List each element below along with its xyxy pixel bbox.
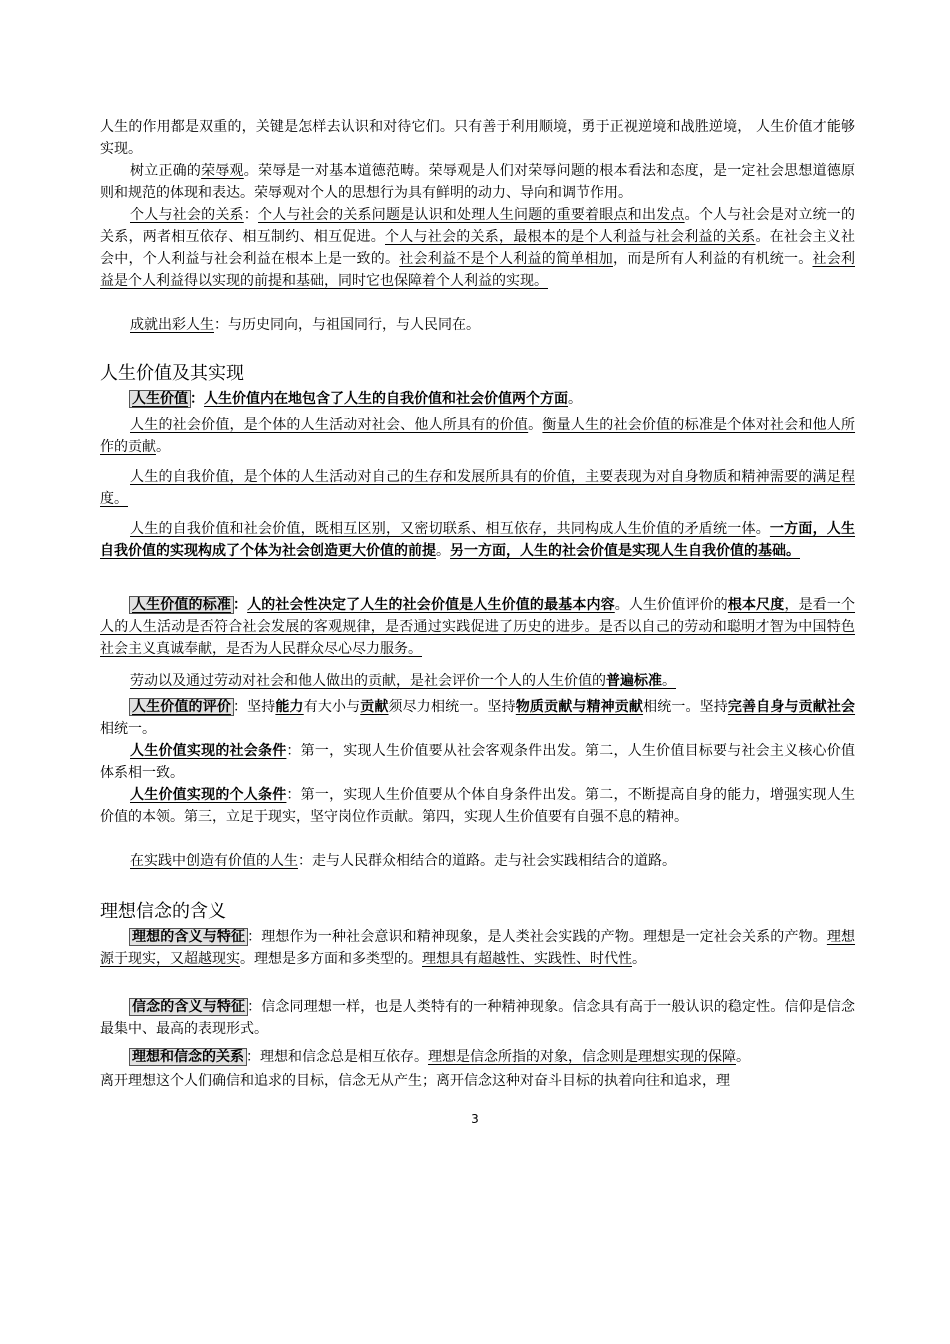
- underlined-text: 个人与社会的关系问题是认识和处理人生问题的重要着眼点和出发点: [258, 207, 685, 223]
- term-individual-society: 个人与社会的关系: [130, 207, 244, 223]
- paragraph-ideal: [100, 926, 855, 970]
- underlined-text: 人生的社会价值，是个体的人生活动对社会、他人所具有的价值: [130, 417, 529, 433]
- text: 人生的作用都是双重的，关键是怎样去认识和对待它们。只有善于利用顺境，勇于正视逆境和战胜逆境， 人生价值才能够实现。: [100, 119, 855, 157]
- text: 。: [528, 417, 543, 433]
- term-practice: 在实践中创造有价值的人生: [130, 853, 298, 869]
- text: ：理想和信念总是相互依存。: [246, 1049, 428, 1065]
- paragraph-adversity: [100, 116, 855, 160]
- underlined-text: 社会利益是个人利益得以实现的前提和基础，同时它也保障着个人利益的实现。: [100, 251, 855, 289]
- text: 。: [755, 521, 770, 537]
- text: ：与历史同向，与祖国同行，与人民同在。: [214, 317, 480, 333]
- underlined-text: 人生的自我价值和社会价值，既相互区别，又密切联系、相互依存，共同构成人生价值的矛盾统一体: [130, 521, 756, 537]
- bold-underlined-text: 另一方面，人生的社会价值是实现人生自我价值的基础。: [450, 543, 800, 559]
- paragraph-universal-standard: [100, 670, 855, 692]
- text: 。人生价值评价的: [614, 597, 728, 613]
- paragraph-practice: [100, 850, 855, 872]
- term-fundamental-measure: 根本尺度: [727, 597, 785, 613]
- term-contribution: 贡献: [360, 699, 389, 715]
- paragraph-continuation: [100, 1070, 855, 1092]
- underlined-text: ，是看一个人的人生活动是否符合社会发展的客观规律，是否通过实践促进了历史的进步。是否以自己的劳动和聪明才智为中国特色社会主义真诚奉献，是否为人民群众尽心尽力服务。: [100, 597, 856, 657]
- text: 。: [568, 391, 582, 407]
- text: ：第一，实现人生价值要从个体自身条件出发。第二，不断提高自身的能力，增强实现人生价值的本领。第三，立足于现实，坚守岗位作贡献。第四，实现人生价值要有自强不息的精神。: [100, 787, 855, 825]
- text: 。: [736, 1049, 750, 1065]
- text: ：: [243, 207, 258, 223]
- underlined-text: 理想是信念所指的对象，信念则是理想实现的保障: [428, 1049, 736, 1065]
- page-number: 3: [471, 1112, 479, 1126]
- term-self-society: 完善自身与贡献社会: [727, 699, 856, 715]
- text: 须尽力相统一。坚持: [388, 699, 516, 715]
- text: 。: [662, 673, 676, 689]
- underlined-text: 个人与社会的关系，最根本的是个人利益与社会利益的关系: [385, 229, 756, 245]
- term-value-evaluation: 人生价值的评价: [132, 699, 231, 715]
- text: 。个人与社会是对立统一的关系，两者相互依存、相互制约、相互促进。: [100, 207, 856, 245]
- paragraph-value-standard: [100, 594, 855, 660]
- text: ：坚持: [232, 699, 276, 715]
- paragraph-value-unity: [100, 518, 855, 562]
- bold-underlined-text: 人的社会性决定了人生的社会价值是人生价值的最基本内容: [247, 597, 615, 613]
- paragraph-honor-view: [100, 160, 855, 204]
- text: 。: [436, 543, 450, 559]
- term-honor-view: 荣辱观: [201, 163, 244, 179]
- paragraph-individual-society: [100, 204, 855, 292]
- text: 树立正确的: [130, 163, 202, 179]
- paragraph-social-value: [100, 414, 855, 458]
- underlined-text: 理想源于现实，又超越现实: [100, 929, 856, 967]
- text: 相统一。: [100, 721, 156, 737]
- paragraph-ideal-belief-relation: [100, 1046, 855, 1068]
- text: ，而是所有人利益的有机统一。: [613, 251, 813, 267]
- term-life-value: 人生价值: [132, 391, 188, 407]
- term-outstanding-life: 成就出彩人生: [130, 317, 214, 333]
- text: 离开理想这个人们确信和追求的目标，信念无从产生；离开信念这种对奋斗目标的执着向往和追求，理: [100, 1073, 730, 1089]
- term-personal-conditions: 人生价值实现的个人条件: [130, 787, 287, 803]
- term-belief: 信念的含义与特征: [132, 999, 246, 1015]
- paragraph-social-conditions: [100, 740, 855, 784]
- text: 有大小与: [303, 699, 361, 715]
- term-social-conditions: 人生价值实现的社会条件: [130, 743, 287, 759]
- paragraph-value-evaluation: [100, 696, 855, 740]
- term-ideal: 理想的含义与特征: [132, 929, 246, 945]
- term-ability: 能力: [275, 699, 304, 715]
- underlined-text: 劳动以及通过劳动对社会和他人做出的贡献，是社会评价一个人的人生价值的: [130, 673, 606, 689]
- text: 。: [632, 951, 646, 967]
- text: 。理想是多方面和多类型的。: [240, 951, 422, 967]
- underlined-text: 人生价值内在地包含了人生的自我价值和社会价值两个方面: [204, 391, 568, 407]
- text: ：: [190, 391, 204, 407]
- text: 。: [156, 439, 170, 455]
- text: 相统一。坚持: [643, 699, 728, 715]
- underlined-text: 社会利益不是个人利益的简单相加: [399, 251, 613, 267]
- text: ：走与人民群众相结合的道路。走与社会实践相结合的道路。: [298, 853, 676, 869]
- paragraph-outstanding-life: [100, 314, 855, 336]
- section-heading-ideal-belief: 理想信念的含义: [100, 901, 226, 922]
- text: ：: [232, 597, 248, 613]
- bold-underlined-text: 一方面，人生自我价值的实现构成了个体为社会创造更大价值的前提: [100, 521, 856, 559]
- paragraph-self-value: [100, 466, 855, 510]
- paragraph-life-value: [100, 388, 855, 410]
- term-relation: 理想和信念的关系: [132, 1049, 244, 1065]
- underlined-text: 人生的自我价值，是个体的人生活动对自己的生存和发展所具有的价值，主要表现为对自身物质和精神需要的满足程度。: [100, 469, 855, 507]
- text: 。荣辱是一对基本道德范畴。荣辱观是人们对荣辱问题的根本看法和态度，是一定社会思想道德原则和规范的体现和表达。荣辱观对个人的思想行为具有鲜明的动力、导向和调节作用。: [100, 163, 856, 201]
- term-material-spiritual: 物质贡献与精神贡献: [515, 699, 644, 715]
- paragraph-personal-conditions: [100, 784, 855, 828]
- text: ：第一，实现人生价值要从社会客观条件出发。第二，人生价值目标要与社会主义核心价值体系相一致。: [100, 743, 855, 781]
- term-value-standard: 人生价值的标准: [132, 597, 231, 613]
- underlined-text: 衡量人生的社会价值的标准是个体对社会和他人所作的贡献: [100, 417, 856, 455]
- text: ：信念同理想一样，也是人类特有的一种精神现象。信念具有高于一般认识的稳定性。信仰是信念最集中、最高的表现形式。: [100, 999, 856, 1037]
- text: 。在社会主义社会中，个人利益与社会利益在根本上是一致的。: [100, 229, 855, 267]
- paragraph-belief: [100, 996, 855, 1040]
- text: ：理想作为一种社会意识和精神现象，是人类社会实践的产物。理想是一定社会关系的产物。: [247, 929, 827, 945]
- term-universal-standard: 普遍标准: [606, 673, 662, 689]
- section-heading-life-value: 人生价值及其实现: [100, 363, 244, 384]
- underlined-text: 理想具有超越性、实践性、时代性: [422, 951, 632, 967]
